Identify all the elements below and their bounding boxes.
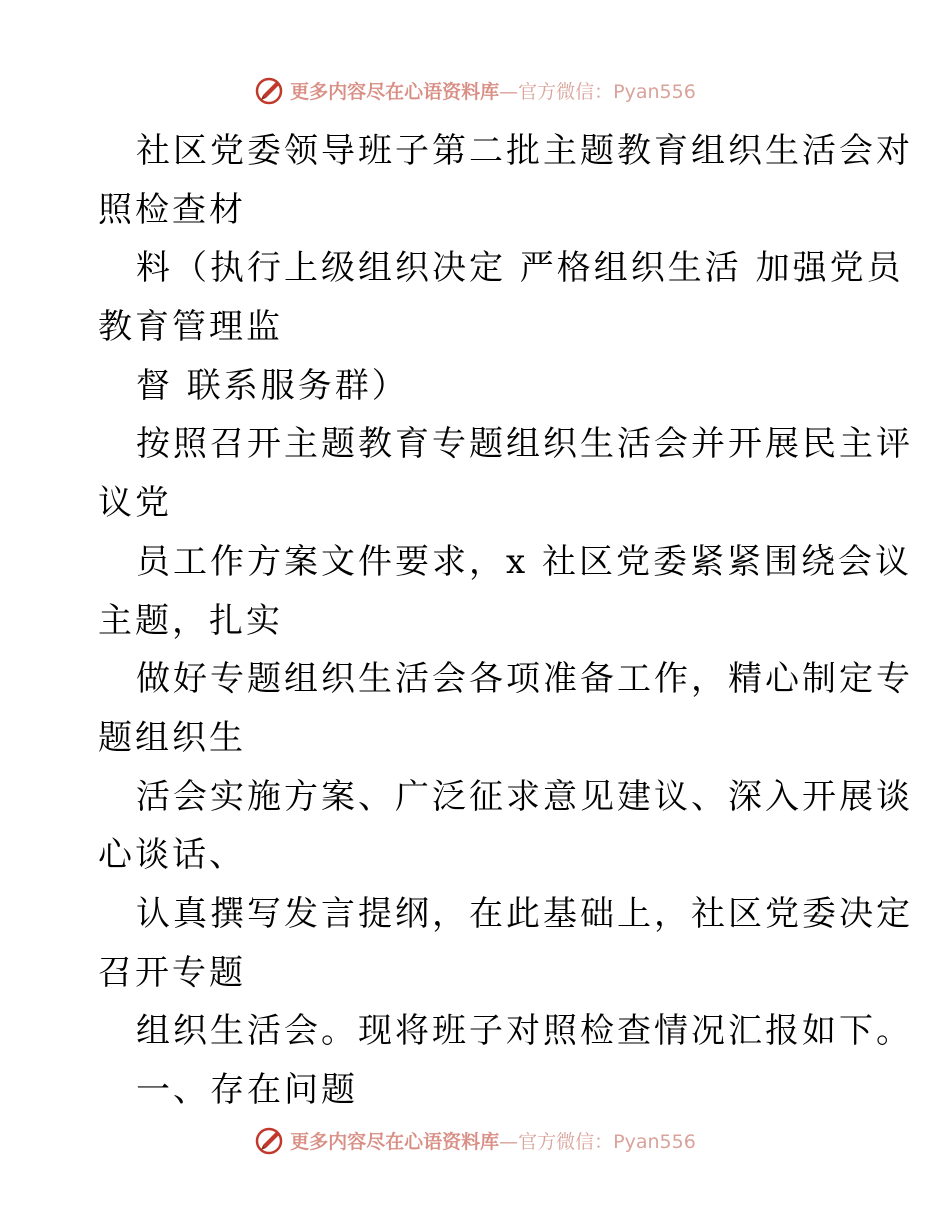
watermark-contact: —官方微信：Pyan556 bbox=[499, 1130, 696, 1153]
document-line: 社区党委领导班子第二批主题教育组织生活会对 bbox=[136, 131, 913, 171]
document-line: 照检查材 bbox=[98, 189, 246, 230]
document-line: 员工作方案文件要求，x 社区党委紧紧围绕会议 bbox=[136, 541, 912, 582]
pen-logo-icon bbox=[254, 74, 286, 106]
document-line: 按照召开主题教育专题组织生活会并开展民主评 bbox=[136, 424, 913, 465]
watermark-brand: 更多内容尽在心语资料库 bbox=[290, 1130, 500, 1153]
footer-watermark bbox=[0, 1120, 950, 1160]
document-line: 一、存在问题 bbox=[136, 1070, 358, 1110]
watermark-brand: 更多内容尽在心语资料库 bbox=[290, 80, 500, 103]
watermark-contact: —官方微信：Pyan556 bbox=[499, 80, 696, 103]
document-line: 组织生活会。现将班子对照检查情况汇报如下。 bbox=[136, 1011, 913, 1052]
document-line: 活会实施方案、广泛征求意见建议、深入开展谈 bbox=[136, 776, 913, 817]
document-body bbox=[98, 122, 913, 1120]
watermark-text bbox=[290, 1127, 696, 1154]
document-line: 议党 bbox=[98, 483, 172, 524]
document-line: 做好专题组织生活会各项准备工作，精心制定专 bbox=[136, 659, 913, 700]
document-line: 召开专题 bbox=[98, 952, 246, 993]
document-line: 督 联系服务群） bbox=[136, 365, 409, 406]
pen-logo-icon bbox=[254, 1124, 286, 1156]
header-watermark bbox=[0, 70, 950, 110]
document-line: 主题，扎实 bbox=[98, 600, 283, 641]
document-line: 教育管理监 bbox=[98, 307, 283, 348]
document-line: 料（执行上级组织决定 严格组织生活 加强党员 bbox=[136, 248, 904, 289]
document-line: 心谈话、 bbox=[98, 835, 246, 876]
watermark-text bbox=[290, 77, 696, 104]
document-line: 题组织生 bbox=[98, 717, 246, 758]
document-line: 认真撰写发言提纲，在此基础上，社区党委决定 bbox=[136, 893, 913, 934]
